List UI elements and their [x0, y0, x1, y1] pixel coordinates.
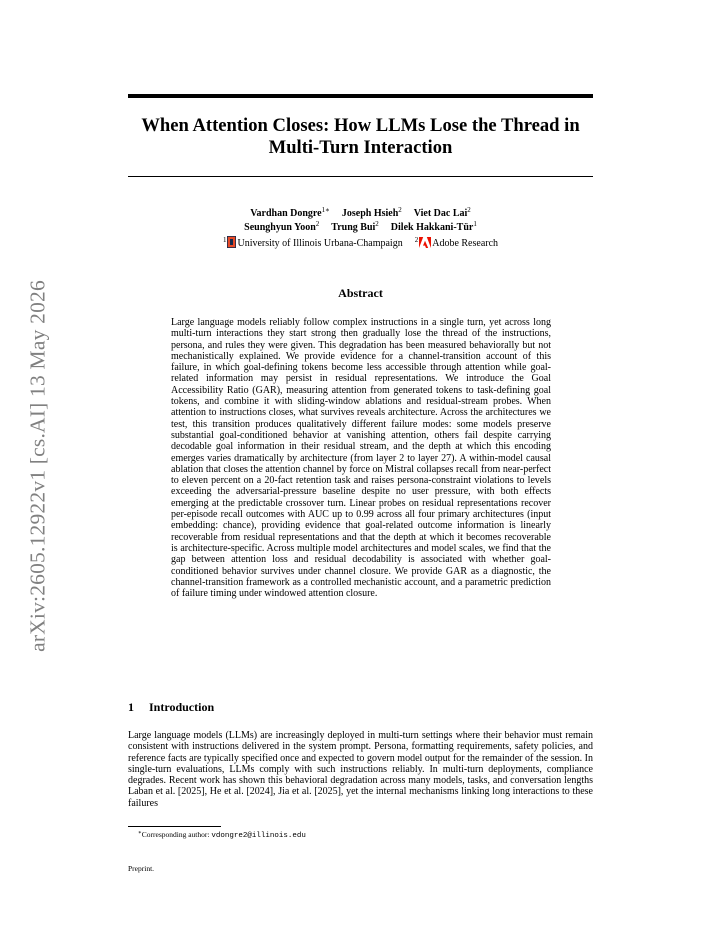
author-name: Trung Bui — [331, 221, 376, 233]
author-name: Joseph Hsieh — [341, 208, 399, 219]
author-line-1 — [128, 207, 593, 221]
affiliation-mark: 2 — [414, 236, 419, 244]
section-title: Introduction — [149, 700, 215, 714]
footnote-mark: ∗ — [138, 830, 142, 836]
footnote-label: Corresponding author: — [141, 830, 210, 839]
affiliations-line — [128, 236, 593, 253]
section-heading — [128, 700, 214, 715]
illinois-logo-icon — [227, 236, 236, 253]
author-affiliation-mark: 2 — [375, 219, 379, 228]
author-name: Viet Dac Lai — [413, 208, 468, 219]
affiliation-name: Adobe Research — [432, 238, 499, 249]
arxiv-identifier-stamp: arXiv:2605.12922v1 [cs.AI] 13 May 2026 — [25, 280, 50, 652]
author-affiliation-mark: 2 — [467, 206, 471, 214]
title-top-rule — [128, 94, 593, 98]
author-affiliation-mark: 1∗ — [321, 206, 330, 214]
title-bottom-rule — [128, 176, 593, 177]
footnote — [138, 830, 306, 841]
author-block — [128, 207, 593, 253]
section-number: 1 — [128, 700, 134, 714]
author-email-link[interactable]: vdongre2@illinois.edu — [211, 832, 306, 840]
footnote-rule — [128, 826, 221, 827]
introduction-paragraph: Large language models (LLMs) are increasingly deployed in multi-turn settings where their behavior must remain consistent with instructions delivered in the system prompt. Persona, formatting requirements, safety policies, and reference facts are typically specified once and expected to govern model output for the remainder of the session. In single-turn evaluations, LLMs comply with such instructions reliably. In multi-turn deployments, compliance degrades. Recent work has shown this behavioral degradation across many models, tasks, and conversation lengths Laban et al. [2025], He et al. [2024], Jia et al. [2025], yet the internal mechanisms linking long interactions to these failures — [128, 730, 593, 809]
affiliation-name: University of Illinois Urbana-Champaign — [237, 238, 403, 249]
author-name: Vardhan Dongre — [250, 208, 322, 219]
author-affiliation-mark: 2 — [315, 219, 320, 228]
adobe-logo-icon — [419, 237, 431, 253]
author-line-2 — [128, 221, 593, 235]
author-affiliation-mark: 2 — [398, 206, 402, 214]
preprint-label: Preprint. — [128, 864, 155, 873]
author-name: Seunghyun Yoon — [244, 221, 316, 233]
paper-title: When Attention Closes: How LLMs Lose the Thread in Multi-Turn Interaction — [141, 115, 580, 158]
author-affiliation-mark: 1 — [473, 219, 477, 228]
abstract-heading: Abstract — [338, 286, 383, 300]
affiliation-mark: 1 — [222, 236, 227, 244]
abstract-body: Large language models reliably follow complex instructions in a single turn, yet across long multi-turn interactions they start strong then gradually lose the thread of the instructions, persona, and rules they were given. This degradation has been measured behaviorally but not mechanistically explained. We provide evidence for a channel-transition account of this failure, in which goal-defining tokens become less accessible through attention while goal-related information may persist in residual representations. We introduce the Goal Accessibility Ratio (GAR), measuring attention from generated tokens to task-defining goal tokens, and combine it with sliding-window ablations and residual-stream probes. When attention to instructions closes, what survives reveals architecture. Across the architectures we test, this transition produces qualitatively different failure modes: some models preserve substantial goal-conditioned behavior at vanishing attention, others fail despite carrying decodable goal information in their residual stream, and the depth at which this encoding emerges varies dramatically by architecture (from layer 2 to layer 27). A within-model causal ablation that closes the attention channel by force on Mistral collapses recall from near-perfect to eleven percent on a 20-fact retention task and raises persona-constraint violations to levels exceeding the adversarial-pressure baseline despite no user pressure, with both effects emerging at the predictable crossover turn. Linear probes on residual representations recover per-episode recall outcomes with AUC up to 0.99 across all four primary architectures (input embedding: chance), providing evidence that goal-related outcome information is linearly recoverable from residual representations and that the depth at which it becomes recoverable is architecture-specific. Across multiple model architectures and model scales, we find that the gap between attention loss and residual decodability is associated with whether goal-conditioned behavior survives under channel closure. We provide GAR as a diagnostic, the channel-transition framework as a controlled mechanistic account, and a parametric prediction of failure timing under windowed attention closure. — [171, 317, 551, 600]
author-name: Dilek Hakkani-Tür — [390, 221, 474, 233]
